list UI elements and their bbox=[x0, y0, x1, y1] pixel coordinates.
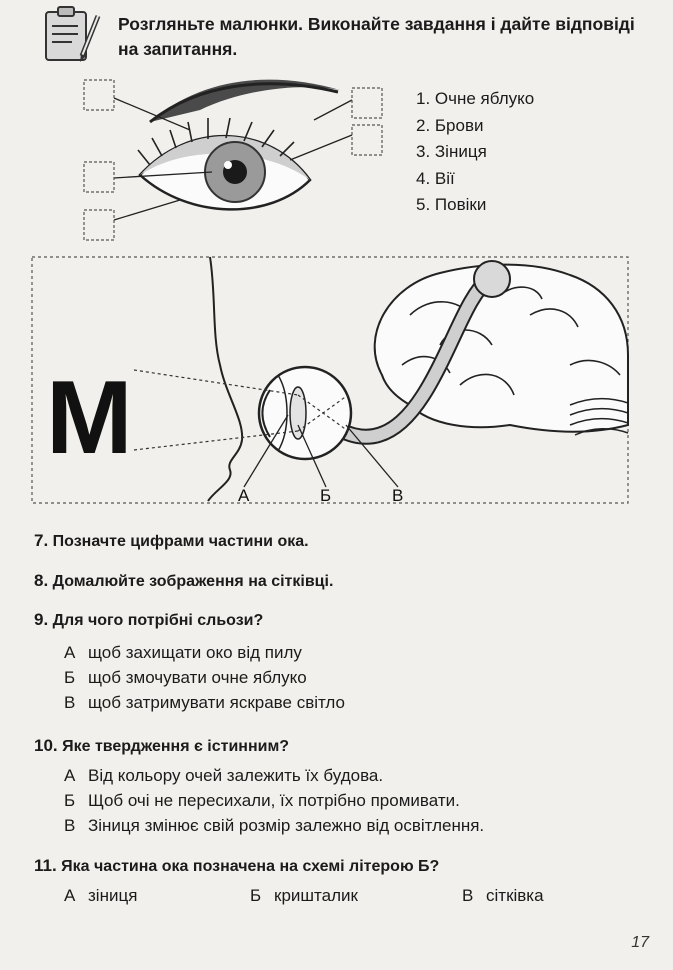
option-letter: А bbox=[64, 886, 76, 905]
legend-item: 1. Очне яблуко bbox=[416, 89, 535, 108]
option-text: сітківка bbox=[486, 886, 544, 905]
option-text: щоб затримувати яскраве світло bbox=[88, 693, 345, 712]
legend-item: 4. Вії bbox=[416, 168, 455, 188]
option-text: Від кольору очей залежить їх будова. bbox=[88, 766, 384, 785]
diagram-label-a: А bbox=[238, 486, 250, 505]
option-text: щоб захищати око від пилу bbox=[88, 643, 302, 662]
option-letter: В bbox=[64, 816, 76, 835]
question-text: Яка частина ока позначена на схемі літерою Б? bbox=[61, 858, 440, 875]
answer-option[interactable] bbox=[64, 766, 383, 786]
answer-option[interactable] bbox=[250, 886, 358, 906]
option-letter: В bbox=[462, 886, 474, 905]
option-text: щоб змочувати очне яблуко bbox=[88, 668, 307, 687]
question-10 bbox=[34, 736, 289, 756]
question-7 bbox=[34, 531, 309, 551]
answer-option[interactable] bbox=[64, 643, 302, 663]
answer-option[interactable] bbox=[64, 791, 460, 811]
question-number: 11. bbox=[34, 856, 57, 875]
question-9 bbox=[34, 610, 263, 630]
option-text: Щоб очі не пересихали, їх потрібно промивати. bbox=[88, 791, 460, 810]
diagram-label-b: Б bbox=[320, 486, 332, 505]
question-text: Домалюйте зображення на сітківці. bbox=[52, 573, 334, 590]
answer-option[interactable] bbox=[64, 886, 137, 906]
option-text: кришталик bbox=[274, 886, 358, 905]
instruction-text: Розгляньте малюнки. Виконайте завдання і дайте відповіді на запитання. bbox=[118, 14, 635, 59]
answer-option[interactable] bbox=[64, 816, 484, 836]
option-letter: В bbox=[64, 693, 76, 712]
legend-item: 3. Зіниця bbox=[416, 142, 487, 161]
question-8 bbox=[34, 571, 333, 591]
option-letter: Б bbox=[64, 668, 76, 687]
question-text: Для чого потрібні сльози? bbox=[52, 612, 264, 629]
notepad-pencil-icon bbox=[38, 2, 104, 66]
diagram-label-v: В bbox=[392, 486, 404, 505]
option-text: Зіниця змінює свій розмір залежно від освітлення. bbox=[88, 816, 485, 835]
answer-option[interactable] bbox=[64, 693, 345, 713]
diagram-letter-m: М bbox=[46, 360, 133, 476]
answer-option[interactable] bbox=[64, 668, 307, 688]
answer-option[interactable] bbox=[462, 886, 544, 906]
eye-brain-diagram bbox=[30, 255, 630, 505]
option-text: зіниця bbox=[88, 886, 138, 905]
question-number: 8. bbox=[34, 571, 49, 590]
eye-parts-legend bbox=[416, 86, 534, 219]
eye-illustration bbox=[80, 70, 640, 245]
question-number: 10. bbox=[34, 736, 58, 755]
question-text: Яке твердження є істинним? bbox=[62, 738, 290, 755]
question-11 bbox=[34, 856, 439, 876]
option-letter: Б bbox=[64, 791, 76, 810]
legend-item: 2. Брови bbox=[416, 115, 484, 135]
question-number: 9. bbox=[34, 610, 49, 629]
page-number: 17 bbox=[631, 934, 649, 951]
option-letter: А bbox=[64, 766, 76, 785]
question-number: 7. bbox=[34, 531, 49, 550]
legend-item: 5. Повіки bbox=[416, 195, 487, 214]
question-text: Позначте цифрами частини ока. bbox=[52, 533, 309, 550]
option-letter: Б bbox=[250, 886, 262, 905]
option-letter: А bbox=[64, 643, 76, 662]
